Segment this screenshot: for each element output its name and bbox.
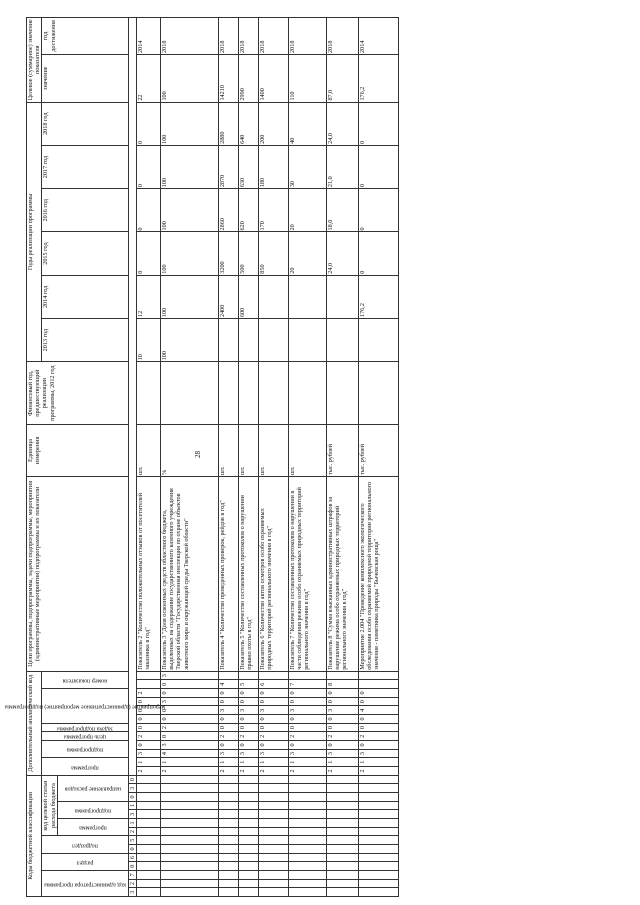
year-value <box>327 275 359 318</box>
year-value: 2860 <box>219 189 239 232</box>
code-digit: 3 <box>128 810 136 819</box>
target-year: 2018 <box>219 18 239 55</box>
analytic-code-digit: 0 <box>327 741 359 750</box>
year-2013-value <box>259 319 289 362</box>
year-value: 0 <box>137 232 161 275</box>
expense-direction-header: направление расходов <box>64 785 122 792</box>
year-2013-value <box>359 319 399 362</box>
analytic-code-digit: 2 <box>359 732 399 741</box>
target-value-header: значение <box>42 54 128 102</box>
indicator-description: Мероприятие 2.004 "Проведение комплексного экологического обследования особо охраняемой природной территории регионального значения - памятника природы "Бычевская роща" <box>359 476 399 671</box>
target-year: 2018 <box>161 18 219 55</box>
target-value: 110 <box>289 54 327 102</box>
year-value: 2870 <box>219 145 239 188</box>
year-value <box>289 275 327 318</box>
analytic-code-digit: 2 <box>239 732 259 741</box>
year-value: 500 <box>239 232 259 275</box>
year-2013-value <box>219 319 239 362</box>
unit-cell: шт. <box>259 425 289 477</box>
analytic-code-digit <box>137 680 161 689</box>
analytic-code-digit: 2 <box>289 732 327 741</box>
year-2013-value: 100 <box>161 319 219 362</box>
year-value: 200 <box>259 102 289 145</box>
analytic-code-digit: 0 <box>259 715 289 724</box>
analytic-code-digit: 0 <box>359 689 399 698</box>
analytic-code-digit: 3 <box>289 749 327 758</box>
analytic-code-digit: 0 <box>327 689 359 698</box>
indicator-rows <box>137 18 399 897</box>
table-row <box>359 18 399 897</box>
analytic-code-digit: 1 <box>359 758 399 767</box>
analytic-code-digit: 0 <box>161 706 219 715</box>
target-year: 2014 <box>137 18 161 55</box>
analytic-code-digit: 3 <box>239 749 259 758</box>
analytic-code-digit <box>327 671 359 680</box>
target-value: 22 <box>137 54 161 102</box>
analytic-code-digit <box>289 671 327 680</box>
code-digit: 0 <box>128 862 136 871</box>
analytic-code-digit: 1 <box>137 758 161 767</box>
analytic-code-digit: 0 <box>289 741 327 750</box>
code-digit: 1 <box>128 819 136 828</box>
indicator-description: Показатель 6 "Количество актов осмотров особо охраняемых природных территорий регионального значения в год" <box>259 476 289 671</box>
analytic-code-digit <box>359 671 399 680</box>
year-value: 18,0 <box>327 189 359 232</box>
goals-header: Цели программы, подпрограммы, задачи подпрограммы, мероприятия (административные мероприятия) подпрограммы и их показатели <box>27 476 129 671</box>
analytic-code-digit: 2 <box>259 767 289 776</box>
analytic-code-digit: 2 <box>219 767 239 776</box>
base-year-header: Финансовый год, предшествующий реализации программы, 2012 год <box>27 362 129 425</box>
target-year-header: год достижения <box>42 18 128 55</box>
analytic-code-digit: 3 <box>137 749 161 758</box>
target-group-header: Целевое (суммарное) значение показателя <box>27 19 42 101</box>
year-value: 176,2 <box>359 275 399 318</box>
year-value: 0 <box>137 145 161 188</box>
target-value: 14210 <box>219 54 239 102</box>
year-value: 0 <box>359 232 399 275</box>
analytic-code-digit: 0 <box>327 723 359 732</box>
analytic-code-digit: 0 <box>359 741 399 750</box>
year-2015-header: 2015 год <box>42 232 128 275</box>
code-digit: 2 <box>128 827 136 836</box>
analytic-code-digit <box>359 680 399 689</box>
code-digit: 6 <box>128 853 136 862</box>
analytic-code-digit: 3 <box>327 706 359 715</box>
analytic-code-digit: 0 <box>137 741 161 750</box>
analytic-code-digit: 0 <box>161 715 219 724</box>
year-value: 0 <box>359 145 399 188</box>
target-year: 2018 <box>239 18 259 55</box>
base-year-value <box>239 362 259 425</box>
analytic-code-digit: 2 <box>359 767 399 776</box>
year-value: 2400 <box>219 275 239 318</box>
year-value: 100 <box>161 145 219 188</box>
target-year: 2014 <box>359 18 399 55</box>
analytic-code-digit: 1 <box>327 758 359 767</box>
target-value: 87,0 <box>327 54 359 102</box>
table-row <box>289 18 327 897</box>
analytic-code-digit: 3 <box>161 741 219 750</box>
years-group-header: Годы реализации программы <box>27 102 42 362</box>
analytic-code-digit: 2 <box>327 767 359 776</box>
analytic-code-digit: 8 <box>327 680 359 689</box>
analytic-code-digit <box>219 671 239 680</box>
code-digit: 2 <box>128 879 136 888</box>
analytic-code-digit: 2 <box>161 767 219 776</box>
analytic-code-digit: 0 <box>219 689 239 698</box>
analytic-code-digit: 0 <box>239 689 259 698</box>
analytic-code-digit <box>259 671 289 680</box>
year-value: 24,0 <box>327 232 359 275</box>
base-year-value <box>359 362 399 425</box>
table-row <box>239 18 259 897</box>
year-value: 20 <box>289 232 327 275</box>
analytic-code-digit: 3 <box>259 706 289 715</box>
target-code-header: код целевой статьи расхода бюджета <box>42 775 57 836</box>
year-value: 100 <box>161 232 219 275</box>
indicator-description: Показатель 5 "Количество составленных протоколов о нарушении правил охоты в год" <box>239 476 259 671</box>
year-value: 30 <box>289 145 327 188</box>
year-value: 630 <box>239 145 259 188</box>
code-digit: 1 <box>128 801 136 810</box>
analytic-code-digit: 0 <box>289 689 327 698</box>
year-value: 24,0 <box>327 102 359 145</box>
table-row <box>327 18 359 897</box>
base-year-value <box>137 362 161 425</box>
year-value: 100 <box>161 275 219 318</box>
analytic-code-digit: 0 <box>137 697 161 706</box>
year-value: 3200 <box>219 232 239 275</box>
year-value: 100 <box>161 102 219 145</box>
analytic-code-digit: 0 <box>239 723 259 732</box>
analytic-code-digit: 1 <box>239 758 259 767</box>
year-value: 180 <box>259 145 289 188</box>
analytic-code-digit: 0 <box>289 715 327 724</box>
unit-cell: тыс. рублей <box>359 425 399 477</box>
analytic-code-digit: 3 <box>327 749 359 758</box>
a-program-header: программа <box>71 764 99 771</box>
analytic-code-digit: 2 <box>259 732 289 741</box>
base-year-value <box>161 362 219 425</box>
admin-code-header: код администратора программы <box>44 881 126 888</box>
analytic-code-digit <box>137 671 161 680</box>
table-row <box>161 18 219 897</box>
base-year-value <box>219 362 239 425</box>
year-value: 620 <box>239 189 259 232</box>
year-value: 0 <box>137 102 161 145</box>
analytic-code-digit: 0 <box>219 723 239 732</box>
section-header: раздел <box>76 859 94 866</box>
year-value: 100 <box>161 189 219 232</box>
a-measure-header: мероприятие (административное мероприятие) подпрограммы <box>4 703 166 710</box>
year-2013-value: 10 <box>137 319 161 362</box>
analytic-code-digit: 7 <box>289 680 327 689</box>
a-goal-header: цель программы <box>64 733 107 740</box>
target-value: 100 <box>161 54 219 102</box>
year-2016-header: 2016 год <box>42 189 128 232</box>
code-digit: 0 <box>128 845 136 854</box>
analytic-code-digit: 2 <box>219 732 239 741</box>
page-number: 28 <box>194 451 202 458</box>
code-digit: 3 <box>128 784 136 793</box>
year-value: 20 <box>289 189 327 232</box>
analytic-code-digit: 6 <box>259 680 289 689</box>
a-indicator-header: номер показателя <box>62 677 108 684</box>
analytic-code-digit: 4 <box>219 680 239 689</box>
analytic-code-digit: 0 <box>327 715 359 724</box>
analytic-code-digit: 0 <box>359 723 399 732</box>
table-row <box>259 18 289 897</box>
base-year-value <box>259 362 289 425</box>
year-value: 600 <box>239 275 259 318</box>
analytic-code-digit: 3 <box>239 706 259 715</box>
year-2013-header: 2013 год <box>42 319 128 362</box>
analytic-code-digit <box>239 671 259 680</box>
subprogram-header: подпрограмма <box>74 807 112 814</box>
year-2013-value <box>289 319 327 362</box>
year-value: 12 <box>137 275 161 318</box>
indicator-description: Показатель 4 "Количество проведенных проверок, рейдов в год" <box>219 476 239 671</box>
analytic-code-digit: 0 <box>161 680 219 689</box>
budget-codes-header: Коды бюджетной классификации <box>27 775 42 896</box>
analytic-code-digit: 1 <box>219 758 239 767</box>
unit-cell: шт. <box>219 425 239 477</box>
analytic-code-digit: 0 <box>259 697 289 706</box>
analytic-code-digit: 0 <box>161 732 219 741</box>
year-value: 40 <box>289 102 327 145</box>
target-value: 1400 <box>259 54 289 102</box>
analytic-code-digit: 1 <box>161 758 219 767</box>
unit-header: Единица измерения <box>27 425 129 477</box>
target-value: 176,2 <box>359 54 399 102</box>
year-2018-header: 2018 год <box>42 102 128 145</box>
code-digit: 0 <box>128 793 136 802</box>
unit-cell: шт. <box>239 425 259 477</box>
target-year: 2018 <box>259 18 289 55</box>
analytic-code-digit: 0 <box>289 697 327 706</box>
analytic-code-digit: 2 <box>137 767 161 776</box>
code-digit: 0 <box>128 775 136 784</box>
code-digit: 3 <box>128 888 136 897</box>
analytic-code-digit: 0 <box>219 715 239 724</box>
analytic-code-digit: 2 <box>327 732 359 741</box>
year-value: 2880 <box>219 102 239 145</box>
analytic-code-digit: 1 <box>259 758 289 767</box>
analytic-code-digit: 3 <box>219 749 239 758</box>
analytic-code-digit: 2 <box>137 689 161 698</box>
analytic-code-digit: 3 <box>161 671 219 680</box>
year-2013-value <box>239 319 259 362</box>
year-value: 170 <box>259 189 289 232</box>
analytic-code-digit: 4 <box>161 749 219 758</box>
unit-cell: шт. <box>289 425 327 477</box>
code-digit: 5 <box>128 836 136 845</box>
subsection-header: подраздел <box>72 842 98 849</box>
unit-cell: шт. <box>137 425 161 477</box>
code-row <box>128 18 136 897</box>
analytic-code-digit: 0 <box>259 741 289 750</box>
target-value: 2990 <box>239 54 259 102</box>
indicator-description: Показатель 3 "Доля освоенных средств областного бюджета, выделенных на содержание государственного казенного учреждения Тверской области "Государственная инспекция по охране объектов животного мира и окружающей среды Тверской области" <box>161 476 219 671</box>
analytic-code-digit: 3 <box>259 749 289 758</box>
analytic-code-digit: 0 <box>259 723 289 732</box>
analytic-code-digit: 0 <box>239 715 259 724</box>
indicator-description: Показатель 7 "Количество составленных протоколов о нарушении в части соблюдения режима особо охраняемых природных территорий регионального значения в год" <box>289 476 327 671</box>
analytic-code-digit: 0 <box>289 723 327 732</box>
year-2017-header: 2017 год <box>42 145 128 188</box>
analytic-code-digit: 2 <box>289 767 327 776</box>
base-year-value <box>327 362 359 425</box>
indicator-description: Показатель 8 "Сумма взысканных административных штрафов за нарушение режима особо охраняемых природных территорий регионального значения в год" <box>327 476 359 671</box>
analytic-code-digit: 0 <box>137 706 161 715</box>
analytic-code-digit: 0 <box>137 715 161 724</box>
analytic-code-digit: 3 <box>161 697 219 706</box>
analytic-code-digit: 0 <box>359 715 399 724</box>
analytic-code-digit: 0 <box>219 741 239 750</box>
program-header: программа <box>79 824 107 831</box>
a-subprogram-header: подпрограмма <box>66 746 104 753</box>
year-value: 640 <box>239 102 259 145</box>
analytic-code-digit: 2 <box>161 723 219 732</box>
analytic-code-digit: 3 <box>359 749 399 758</box>
analytic-code-digit: 0 <box>259 689 289 698</box>
indicator-description: Показатель 2 "Количество положительных отзывов от посетителей заказника в год" <box>137 476 161 671</box>
unit-cell: % <box>161 425 219 477</box>
year-value: 0 <box>359 102 399 145</box>
year-2013-value <box>327 319 359 362</box>
analytic-code-header: Дополнительный аналитический код <box>27 671 42 775</box>
a-task-header: задача подпрограммы <box>57 725 113 732</box>
analytic-code-digit: 0 <box>327 697 359 706</box>
target-year: 2018 <box>289 18 327 55</box>
year-value: 0 <box>359 189 399 232</box>
analytic-code-digit: 0 <box>239 741 259 750</box>
analytic-code-digit: 2 <box>137 732 161 741</box>
analytic-code-digit: 0 <box>219 697 239 706</box>
analytic-code-digit: 1 <box>289 758 327 767</box>
analytic-code-digit: 0 <box>359 697 399 706</box>
analytic-code-digit: 0 <box>239 697 259 706</box>
analytic-code-digit: 0 <box>137 723 161 732</box>
target-year: 2018 <box>327 18 359 55</box>
program-indicators-table <box>4 17 399 897</box>
analytic-code-digit: 0 <box>161 689 219 698</box>
unit-cell: тыс. рублей <box>327 425 359 477</box>
base-year-value <box>289 362 327 425</box>
analytic-code-digit: 3 <box>219 706 239 715</box>
year-value: 0 <box>137 189 161 232</box>
year-value: 850 <box>259 232 289 275</box>
analytic-code-digit: 2 <box>239 767 259 776</box>
analytic-code-digit: 5 <box>239 680 259 689</box>
year-value <box>259 275 289 318</box>
table-row <box>137 18 161 897</box>
analytic-code-digit: 4 <box>359 706 399 715</box>
year-value: 21,0 <box>327 145 359 188</box>
header-row-1 <box>27 18 42 897</box>
code-digit: 7 <box>128 871 136 880</box>
analytic-code-digit: 3 <box>289 706 327 715</box>
year-2014-header: 2014 год <box>42 275 128 318</box>
table-row <box>219 18 239 897</box>
